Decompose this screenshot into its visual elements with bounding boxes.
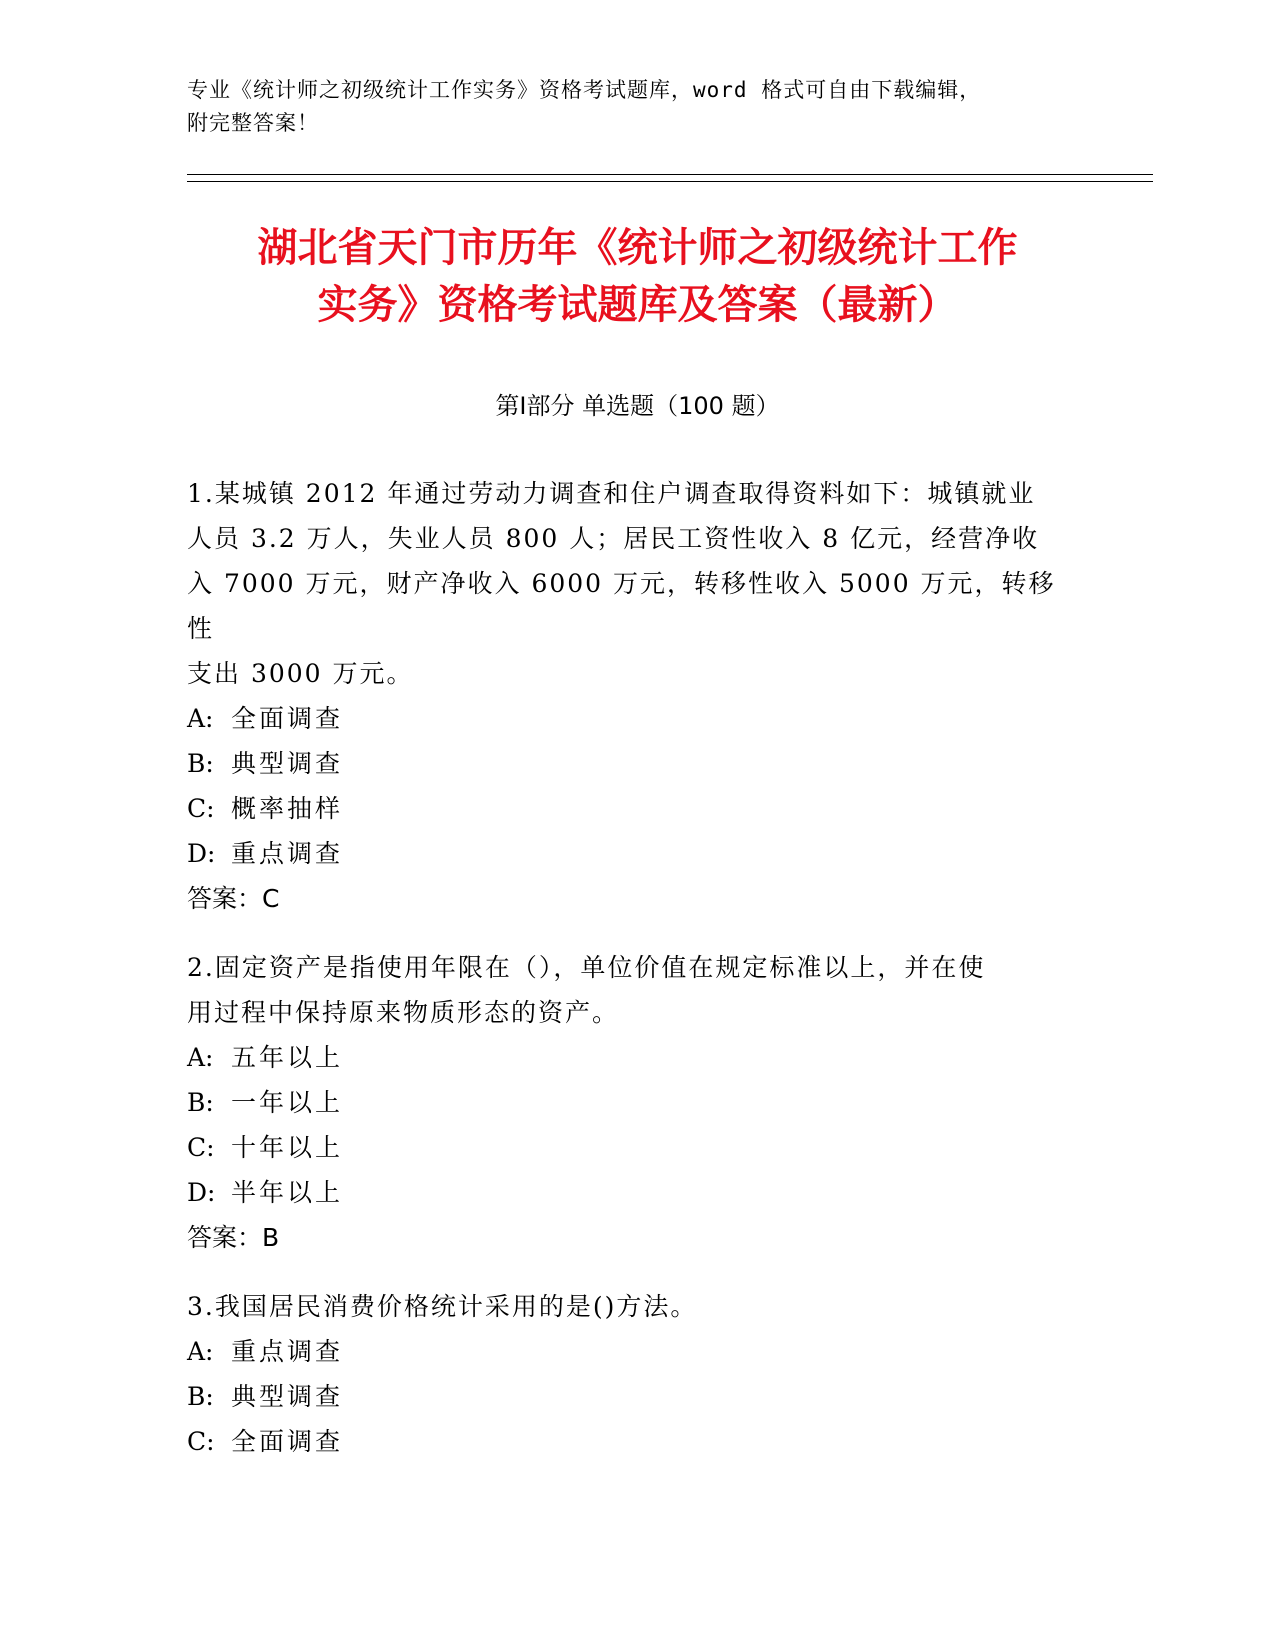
option-letter: C: (187, 1427, 215, 1456)
answer-option (187, 831, 1067, 876)
question-list (187, 471, 1067, 1488)
option-text: 重点调查 (231, 1337, 344, 1366)
option-letter: C: (187, 1133, 215, 1162)
option-letter: A: (187, 1043, 214, 1072)
question-text: 3.我国居民消费价格统计采用的是()方法。 (187, 1292, 698, 1321)
option-letter: B: (187, 749, 214, 778)
option-letter: A: (187, 1337, 214, 1366)
question-text: 支出 3000 万元。 (187, 659, 414, 688)
option-text: 全面调查 (231, 704, 344, 733)
option-text: 全面调查 (231, 1427, 344, 1456)
question-item (187, 471, 1067, 921)
answer-option (187, 786, 1067, 831)
header-note-line: 附完整答案！ (187, 111, 319, 135)
document-title-line: 实务》资格考试题库及答案（最新） (317, 282, 958, 328)
answer-option (187, 1035, 1067, 1080)
document-title (140, 220, 1135, 334)
option-letter: A: (187, 704, 214, 733)
option-text: 十年以上 (231, 1133, 344, 1162)
answer-key: 答案：C (187, 884, 280, 913)
question-text: 2.固定资产是指使用年限在（），单位价值在规定标准以上，并在使 (187, 953, 986, 982)
option-letter: D: (187, 1178, 216, 1207)
answer-option (187, 1170, 1067, 1215)
document-title-line: 湖北省天门市历年《统计师之初级统计工作 (257, 225, 1018, 271)
question-text: 用过程中保持原来物质形态的资产。 (187, 998, 620, 1027)
question-text: 1.某城镇 2012 年通过劳动力调查和住户调查取得资料如下：城镇就业 (187, 479, 1036, 508)
option-letter: C: (187, 794, 215, 823)
question-text: 入 7000 万元，财产净收入 6000 万元，转移性收入 5000 万元，转移性 (187, 569, 1056, 643)
header-divider (187, 181, 1153, 182)
option-text: 五年以上 (231, 1043, 344, 1072)
question-text: 人员 3.2 万人，失业人员 800 人；居民工资性收入 8 亿元，经营净收 (187, 524, 1040, 553)
option-text: 一年以上 (231, 1088, 344, 1117)
answer-option (187, 1080, 1067, 1125)
option-text: 重点调查 (231, 839, 344, 868)
option-letter: B: (187, 1382, 214, 1411)
answer-option (187, 696, 1067, 741)
option-text: 典型调查 (231, 1382, 344, 1411)
question-item (187, 1284, 1067, 1464)
option-letter: D: (187, 839, 216, 868)
answer-option (187, 1374, 1067, 1419)
header-note-line: 专业《统计师之初级统计工作实务》资格考试题库，word 格式可自由下载编辑， (187, 78, 982, 102)
answer-option (187, 1419, 1067, 1464)
answer-key: 答案：B (187, 1223, 280, 1252)
question-item (187, 945, 1067, 1260)
option-text: 概率抽样 (231, 794, 344, 823)
header-note (187, 74, 1087, 140)
option-text: 典型调查 (231, 749, 344, 778)
answer-option (187, 1329, 1067, 1374)
section-heading: 第Ⅰ部分 单选题（100 题） (495, 392, 780, 420)
answer-option (187, 1125, 1067, 1170)
header-divider (187, 174, 1153, 175)
answer-option (187, 741, 1067, 786)
option-text: 半年以上 (231, 1178, 344, 1207)
option-letter: B: (187, 1088, 214, 1117)
